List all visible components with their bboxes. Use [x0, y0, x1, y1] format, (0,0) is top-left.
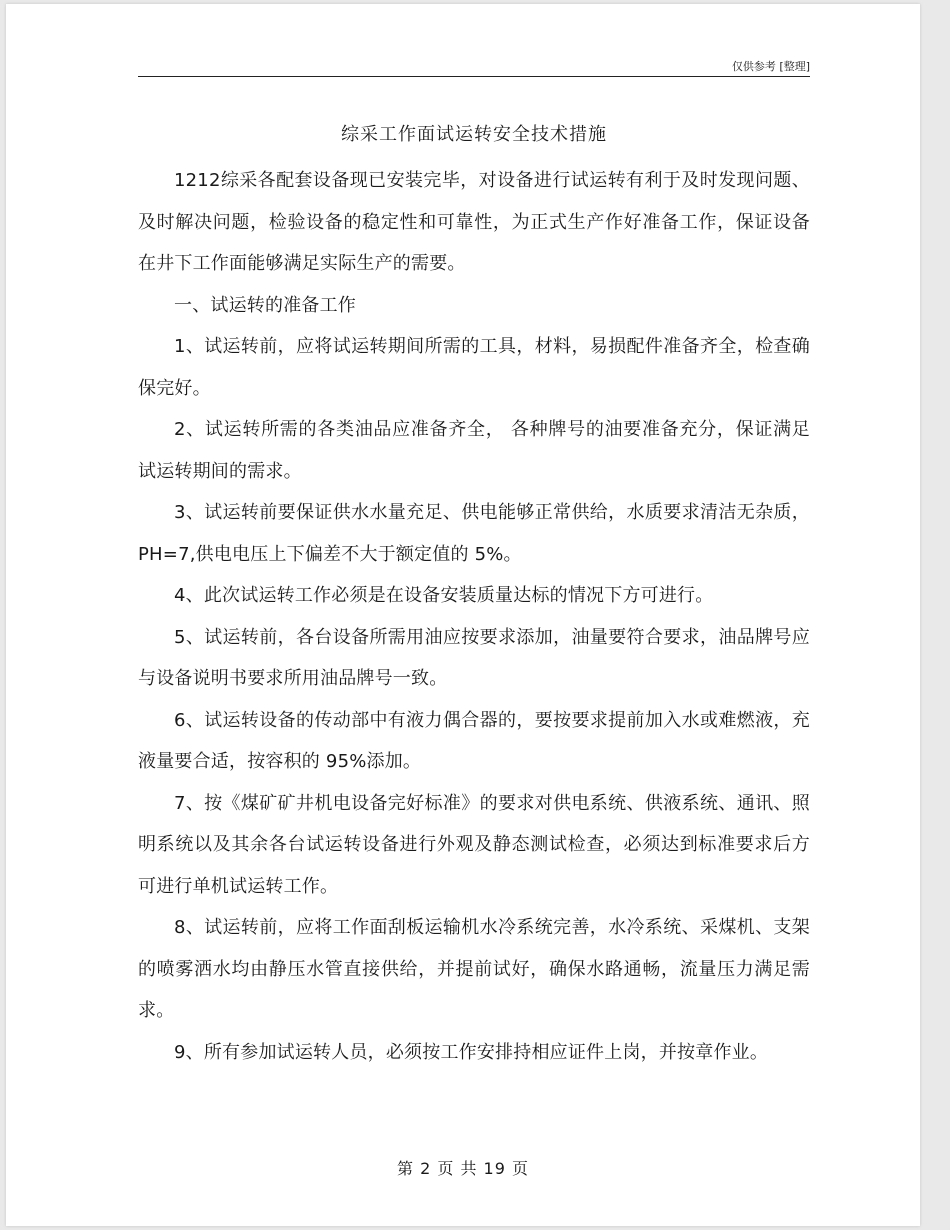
paragraph-item-7: 7、按《煤矿矿井机电设备完好标准》的要求对供电系统、供液系统、通讯、照明系统以及其余各台试运转设备进行外观及静态测试检查，必须达到标准要求后方可进行单机试运转工作。: [138, 792, 810, 897]
paragraph-intro: 1212综采各配套设备现已安装完毕，对设备进行试运转有利于及时发现问题、及时解决问题，检验设备的稳定性和可靠性，为正式生产作好准备工作，保证设备在井下工作面能够满足实际生产的需要。: [138, 170, 810, 274]
paragraph-item-1: 1、试运转前，应将试运转期间所需的工具，材料，易损配件准备齐全，检查确保完好。: [138, 336, 810, 399]
paragraph-item-6: 6、试运转设备的传动部中有液力偶合器的，要按要求提前加入水或难燃液，充液量要合适，按容积的 95%添加。: [138, 709, 810, 772]
paragraph-item-5: 5、试运转前，各台设备所需用油应按要求添加，油量要符合要求，油品牌号应与设备说明书要求所用油品牌号一致。: [138, 626, 810, 689]
document-title: 综采工作面试运转安全技术措施: [341, 124, 607, 145]
paragraph-item-9: 9、所有参加试运转人员，必须按工作安排持相应证件上岗，并按章作业。: [174, 1041, 769, 1063]
paragraph-item-3: 3、试运转前要保证供水水量充足、供电能够正常供给，水质要求清洁无杂质， PH=7,供电电压上下偏差不大于额定值的 5%。: [138, 502, 810, 565]
paragraph-item-2: 2、试运转所需的各类油品应准备齐全， 各种牌号的油要准备充分，保证满足试运转期间的需求。: [138, 419, 810, 482]
header-note: 仅供参考 [整理]: [731, 60, 810, 73]
document-body: [138, 160, 810, 1073]
page-header: [138, 56, 810, 77]
paragraph-item-8: 8、试运转前，应将工作面刮板运输机水冷系统完善，水冷系统、采煤机、支架的喷雾洒水均由静压水管直接供给，并提前试好，确保水路通畅，流量压力满足需求。: [138, 917, 810, 1021]
section-heading-preparation: 一、试运转的准备工作: [174, 294, 356, 316]
paragraph-item-4: 4、此次试运转工作必须是在设备安装质量达标的情况下方可进行。: [174, 585, 714, 606]
document-page: [6, 4, 920, 1226]
page-footer: 第 2 页 共 19 页: [397, 1159, 529, 1178]
